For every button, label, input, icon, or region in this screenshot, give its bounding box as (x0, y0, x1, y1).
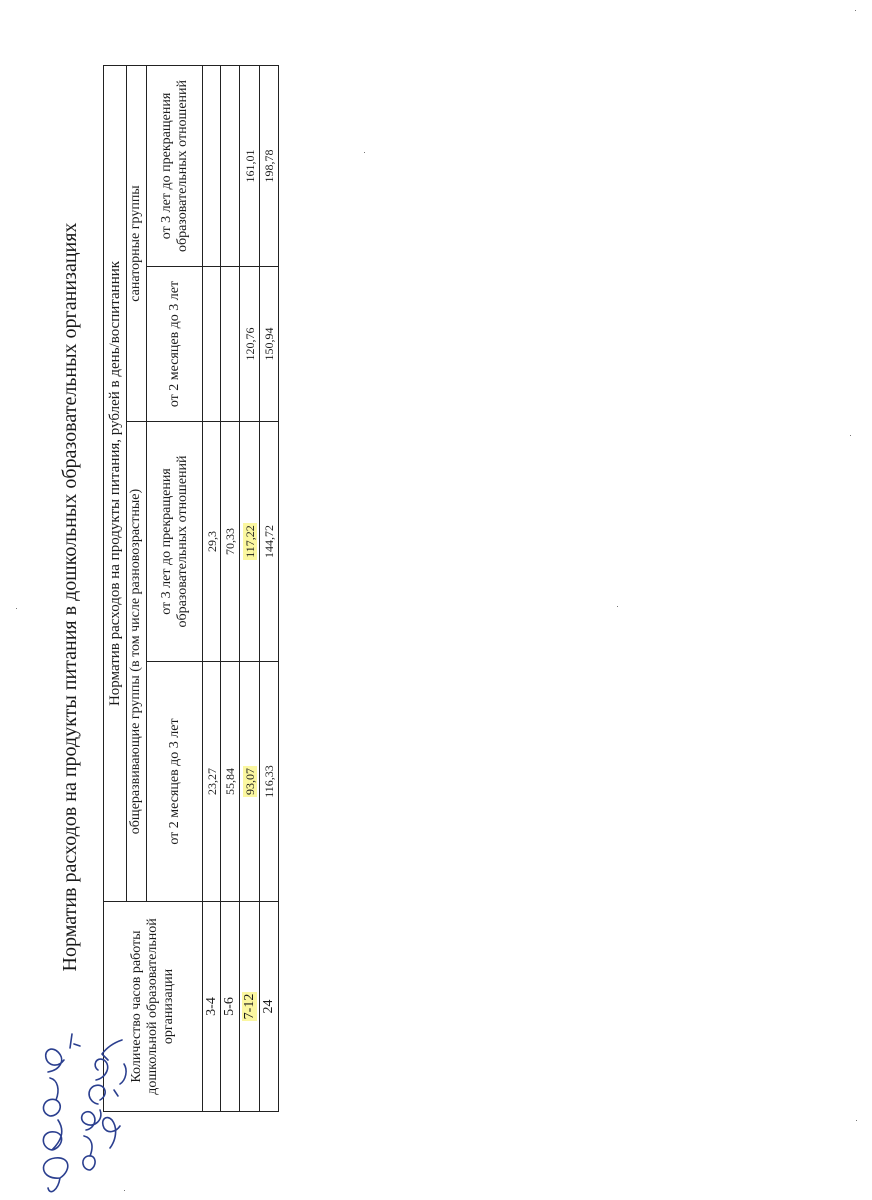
cell-san-3y-end: 198,78 (260, 65, 279, 266)
cell-gen-3y-end: 29,3 (202, 422, 221, 662)
scan-speck (856, 1120, 857, 1121)
cell-hours: 3-4 (202, 902, 221, 1112)
cell-san-2m-3y: 120,76 (239, 267, 260, 422)
cell-gen-3y-end: 144,72 (260, 422, 279, 662)
cell-san-3y-end (221, 65, 240, 266)
header-group-sanatorium: санаторные группы (126, 65, 147, 421)
cell-hours (239, 902, 260, 1112)
subheader-sanatorium-2m-3y: от 2 месяцев до 3 лет (147, 267, 203, 422)
cell-san-3y-end (202, 65, 221, 266)
cell-gen-3y-end: 70,33 (221, 422, 240, 662)
scan-speck (364, 152, 365, 153)
cell-gen-2m-3y: 23,27 (202, 662, 221, 902)
subheader-general-3y-end: от 3 лет до прекращения образовательных отношений (147, 422, 203, 662)
handwritten-signature (0, 1020, 130, 1200)
table-row (260, 65, 279, 1111)
header-main: Норматив расходов на продукты питания, рублей в день/воспитанник (104, 65, 127, 901)
subheader-general-2m-3y: от 2 месяцев до 3 лет (147, 662, 203, 902)
table-row (202, 65, 221, 1111)
cell-san-3y-end: 161,01 (239, 65, 260, 266)
scan-speck (855, 10, 856, 11)
scan-speck (850, 435, 851, 436)
subheader-sanatorium-3y-end: от 3 лет до прекращения образовательных отношений (147, 65, 203, 266)
cell-san-2m-3y (221, 267, 240, 422)
scan-speck (617, 606, 618, 607)
highlighted-value: 117,22 (242, 525, 257, 558)
table-row (239, 65, 260, 1111)
document-title: Норматив расходов на продукты питания в дошкольных образовательных организациях (59, 222, 81, 972)
cell-hours: 24 (260, 902, 279, 1112)
cell-hours: 5-6 (221, 902, 240, 1112)
cell-san-2m-3y (202, 267, 221, 422)
header-group-general: общеразвивающие группы (в том числе разновозрастные) (126, 422, 147, 902)
cell-gen-2m-3y: 55,84 (221, 662, 240, 902)
norm-table (103, 65, 279, 1112)
scan-speck (124, 1190, 125, 1191)
table-row (221, 65, 240, 1111)
cell-san-2m-3y: 150,94 (260, 267, 279, 422)
cell-gen-2m-3y: 116,33 (260, 662, 279, 902)
cell-gen-3y-end (239, 422, 260, 662)
highlighted-value: 7-12 (241, 993, 257, 1020)
header-hours: Количество часов работы дошкольной образовательной организации (104, 902, 203, 1112)
scan-speck (16, 608, 17, 609)
highlighted-value: 93,07 (242, 768, 257, 795)
cell-gen-2m-3y (239, 662, 260, 902)
